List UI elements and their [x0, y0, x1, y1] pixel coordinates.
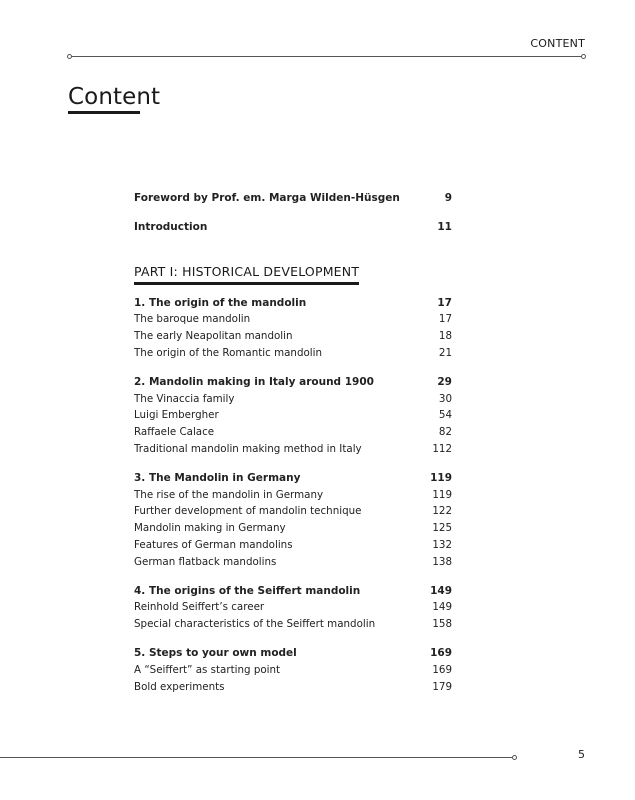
chapter-label: 1. The origin of the mandolin	[134, 296, 307, 309]
section-entry[interactable]	[134, 407, 452, 424]
chapter-label: 3. The Mandolin in Germany	[134, 471, 301, 484]
section-entry[interactable]	[134, 328, 452, 345]
section-label: The Vinaccia family	[134, 392, 235, 405]
section-page: 122	[432, 505, 452, 518]
section-page: 149	[432, 601, 452, 614]
section-entry[interactable]	[134, 503, 452, 520]
section-label: A “Seiffert” as starting point	[134, 663, 281, 676]
chapter-page: 169	[430, 646, 452, 659]
toc-entry-label: Introduction	[134, 220, 208, 233]
section-label: The rise of the mandolin in Germany	[134, 488, 324, 501]
chapter-2	[134, 374, 452, 458]
chapter-page: 119	[430, 471, 452, 484]
part-heading: PART I: HISTORICAL DEVELOPMENT	[134, 264, 359, 285]
chapter-3	[134, 470, 452, 571]
section-page: 21	[438, 346, 452, 359]
section-label: Luigi Embergher	[134, 409, 219, 422]
section-page: 179	[432, 680, 452, 693]
toc-entry-introduction[interactable]	[134, 219, 452, 236]
section-label: The baroque mandolin	[134, 313, 251, 326]
page-number: 5	[578, 748, 585, 761]
top-rule	[70, 56, 583, 57]
chapter-page: 29	[437, 375, 452, 388]
rule-end-dot	[581, 54, 586, 59]
section-label: Features of German mandolins	[134, 538, 293, 551]
chapter-page: 149	[430, 584, 452, 597]
section-entry[interactable]	[134, 391, 452, 408]
toc-entry-page: 9	[444, 192, 452, 204]
chapter-title[interactable]	[134, 374, 452, 391]
running-head: CONTENT	[530, 37, 585, 50]
section-label: The origin of the Romantic mandolin	[134, 346, 323, 359]
chapter-page: 17	[437, 296, 452, 309]
bottom-rule	[0, 757, 514, 758]
section-page: 169	[432, 663, 452, 676]
section-label: German flatback mandolins	[134, 555, 277, 568]
section-page: 119	[432, 488, 452, 501]
chapter-5	[134, 645, 452, 695]
section-entry[interactable]	[134, 599, 452, 616]
section-entry[interactable]	[134, 520, 452, 537]
section-page: 158	[432, 618, 452, 631]
title-underline	[68, 111, 140, 114]
chapter-1	[134, 295, 452, 362]
chapter-title[interactable]	[134, 470, 452, 487]
page-title: Content	[68, 84, 161, 110]
section-entry[interactable]	[134, 679, 452, 696]
section-entry[interactable]	[134, 441, 452, 458]
chapter-4	[134, 583, 452, 633]
section-entry[interactable]	[134, 345, 452, 362]
section-page: 132	[432, 538, 452, 551]
section-entry[interactable]	[134, 554, 452, 571]
rule-end-dot	[512, 755, 517, 760]
section-entry[interactable]	[134, 311, 452, 328]
section-entry[interactable]	[134, 537, 452, 554]
chapter-label: 2. Mandolin making in Italy around 1900	[134, 375, 374, 388]
chapter-title[interactable]	[134, 295, 452, 312]
section-entry[interactable]	[134, 424, 452, 441]
section-label: Bold experiments	[134, 680, 225, 693]
section-label: Mandolin making in Germany	[134, 522, 286, 535]
section-label: The early Neapolitan mandolin	[134, 330, 293, 343]
section-label: Further development of mandolin technique	[134, 505, 362, 518]
section-page: 30	[438, 392, 452, 405]
toc-entry-foreword[interactable]	[134, 190, 452, 207]
section-page: 54	[438, 409, 452, 422]
rule-end-dot	[67, 54, 72, 59]
section-label: Special characteristics of the Seiffert mandolin	[134, 618, 376, 631]
section-page: 112	[432, 442, 452, 455]
chapter-label: 5. Steps to your own model	[134, 646, 297, 659]
chapter-title[interactable]	[134, 645, 452, 662]
chapter-title[interactable]	[134, 583, 452, 600]
section-entry[interactable]	[134, 616, 452, 633]
table-of-contents	[134, 190, 452, 707]
toc-entry-page: 11	[437, 220, 452, 233]
section-label: Raffaele Calace	[134, 426, 215, 439]
chapter-label: 4. The origins of the Seiffert mandolin	[134, 584, 361, 597]
toc-entry-label: Foreword by Prof. em. Marga Wilden-Hüsgen	[134, 192, 400, 204]
section-page: 125	[432, 522, 452, 535]
section-page: 18	[438, 330, 452, 343]
section-page: 138	[432, 555, 452, 568]
section-page: 17	[438, 313, 452, 326]
section-page: 82	[438, 426, 452, 439]
section-entry[interactable]	[134, 662, 452, 679]
section-entry[interactable]	[134, 487, 452, 504]
section-label: Reinhold Seiffert’s career	[134, 601, 265, 614]
section-label: Traditional mandolin making method in Italy	[134, 442, 362, 455]
